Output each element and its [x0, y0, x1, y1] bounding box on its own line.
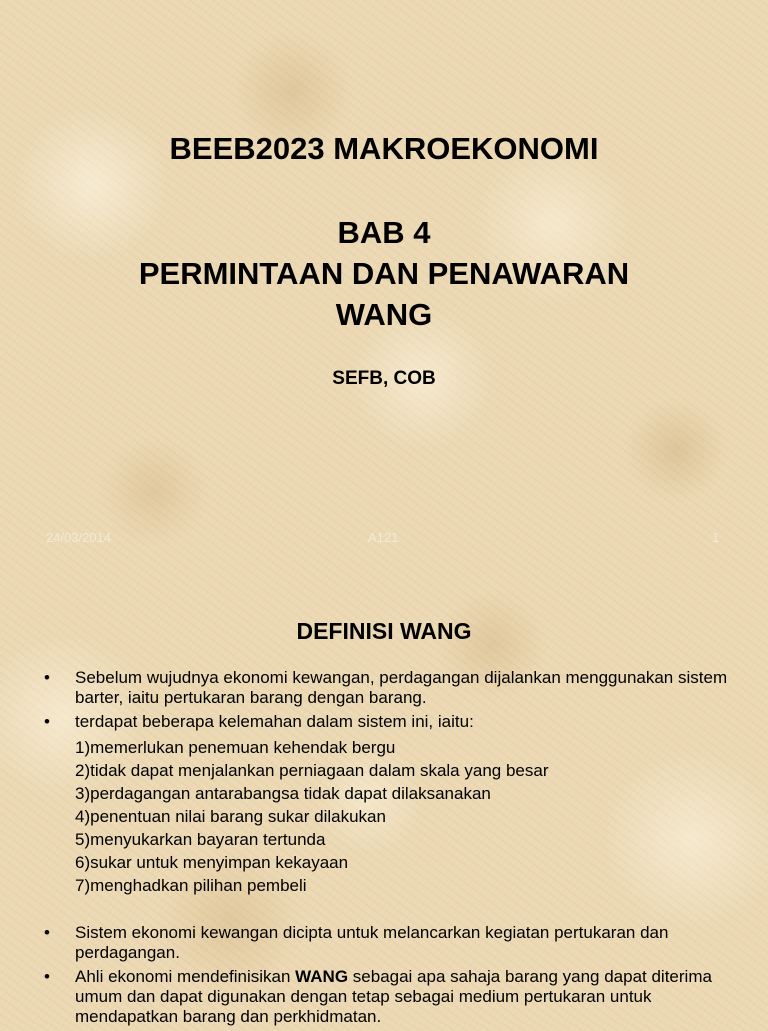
weakness-item: 3)perdagangan antarabangsa tidak dapat dilaksanakan — [75, 784, 491, 803]
chapter-number: BAB 4 — [337, 215, 431, 250]
chapter-title-line-1: PERMINTAAN DAN PENAWARAN — [138, 256, 630, 291]
slide-title: DEFINISI WANG — [296, 618, 472, 644]
weakness-item: 7)menghadkan pilihan pembeli — [75, 876, 307, 895]
bullet-text: terdapat beberapa kelemahan dalam sistem ini, iaitu: — [75, 712, 474, 731]
definition-rest: sebagai apa sahaja barang yang dapat diterima umum dan dapat digunakan dengan tetap sebagai medium pertukaran untuk mendapatkan barang dan perkhidmatan. — [75, 967, 712, 1026]
bullet-item — [44, 668, 744, 708]
weakness-list — [44, 736, 744, 897]
footer-page-number: 1 — [712, 530, 720, 545]
spacer — [44, 897, 744, 923]
weakness-item: 2)tidak dapat menjalankan perniagaan dalam skala yang besar — [75, 761, 549, 780]
slide-content — [44, 668, 744, 1031]
bullet-icon: • — [44, 712, 50, 731]
weakness-item: 5)menyukarkan bayaran tertunda — [75, 830, 326, 849]
definition-lead: Ahli ekonomi mendefinisikan — [75, 967, 296, 986]
definition-slide — [0, 576, 768, 1024]
authors: SEFB, COB — [332, 368, 436, 389]
bullet-text: Sistem ekonomi kewangan dicipta untuk melancarkan kegiatan pertukaran dan perdagangan. — [75, 923, 669, 962]
bullet-item — [44, 923, 744, 963]
course-title: BEEB2023 MAKROEKONOMI — [169, 131, 599, 166]
chapter-title-line-2: WANG — [335, 297, 433, 332]
definition-keyword: WANG — [295, 967, 349, 986]
weakness-item: 1)memerlukan penemuan kehendak bergu — [75, 738, 396, 757]
bullet-icon: • — [44, 967, 50, 986]
bullet-item — [44, 712, 744, 732]
weakness-item: 4)penentuan nilai barang sukar dilakukan — [75, 807, 386, 826]
bullet-icon: • — [44, 668, 50, 687]
bullet-item — [44, 967, 744, 1027]
footer-date: 24/03/2014 — [46, 530, 112, 545]
chapter-title — [0, 212, 768, 335]
bullet-icon: • — [44, 923, 50, 942]
weakness-item: 6)sukar untuk menyimpan kekayaan — [75, 853, 349, 872]
bullet-text — [75, 967, 712, 1026]
footer-code: A121 — [368, 530, 399, 545]
bullet-text: Sebelum wujudnya ekonomi kewangan, perdagangan dijalankan menggunakan sistem barter, iaitu pertukaran barang dengan barang. — [75, 668, 728, 707]
